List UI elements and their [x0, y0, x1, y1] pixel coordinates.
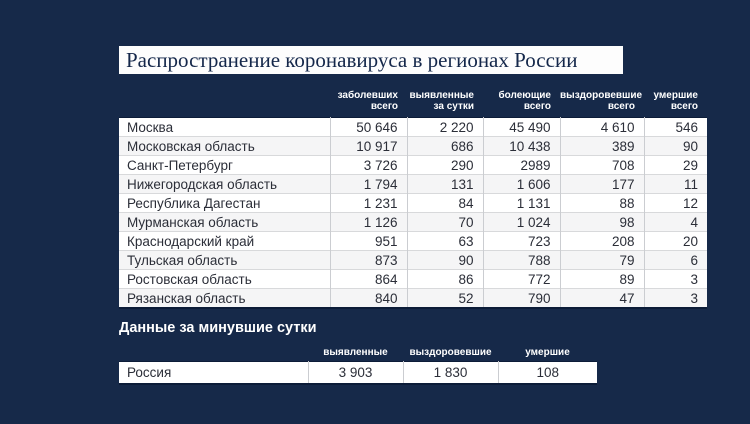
value-cell: 29 — [644, 156, 707, 175]
table-row — [119, 175, 707, 194]
table-row — [119, 213, 707, 232]
region-cell: Санкт-Петербург — [119, 156, 330, 175]
column-header-infected-total: заболевших всего — [337, 90, 398, 112]
table-row — [119, 251, 707, 270]
region-cell: Мурманская область — [119, 213, 330, 232]
column-header-detected: выявленные — [323, 346, 388, 358]
value-cell: 11 — [644, 175, 707, 194]
value-cell: 12 — [644, 194, 707, 213]
value-cell: 63 — [407, 232, 483, 251]
value-cell: 1 794 — [330, 175, 407, 194]
column-header-recovered-total: выздоровевшие всего — [560, 90, 643, 112]
value-cell: 389 — [560, 137, 644, 156]
value-cell: 3 — [644, 270, 707, 289]
value-cell: 873 — [330, 251, 407, 270]
value-cell: 50 646 — [330, 118, 407, 137]
table-row — [119, 289, 707, 309]
region-cell: Москва — [119, 118, 330, 137]
column-header-died-total: умершие всего — [653, 90, 698, 112]
table-row — [119, 362, 597, 385]
column-header-detected-daily: выявленные за сутки — [409, 90, 474, 112]
value-cell: 290 — [407, 156, 483, 175]
value-cell: 864 — [330, 270, 407, 289]
value-cell: 4 610 — [560, 118, 644, 137]
column-header-country — [119, 344, 308, 362]
value-cell: 708 — [560, 156, 644, 175]
region-cell: Ростовская область — [119, 270, 330, 289]
value-cell: 20 — [644, 232, 707, 251]
column-header-died: умершие — [525, 346, 570, 358]
table-row — [119, 194, 707, 213]
regions-table — [119, 86, 707, 309]
region-cell: Тульская область — [119, 251, 330, 270]
value-cell: 1 131 — [483, 194, 560, 213]
value-cell: 79 — [560, 251, 644, 270]
value-cell: 45 490 — [483, 118, 560, 137]
value-cell: 10 438 — [483, 137, 560, 156]
region-cell: Республика Дагестан — [119, 194, 330, 213]
value-cell: 2989 — [483, 156, 560, 175]
daily-section-heading: Данные за минувшие сутки — [119, 320, 317, 336]
table-row — [119, 270, 707, 289]
value-cell: 723 — [483, 232, 560, 251]
value-cell: 84 — [407, 194, 483, 213]
value-cell: 70 — [407, 213, 483, 232]
region-cell: Рязанская область — [119, 289, 330, 309]
value-cell: 10 917 — [330, 137, 407, 156]
value-cell: 772 — [483, 270, 560, 289]
value-cell: 177 — [560, 175, 644, 194]
value-cell: 4 — [644, 213, 707, 232]
value-cell: 47 — [560, 289, 644, 309]
value-cell: 6 — [644, 251, 707, 270]
value-cell: 3 — [644, 289, 707, 309]
value-cell: 1 606 — [483, 175, 560, 194]
value-cell: 90 — [644, 137, 707, 156]
value-cell: 1 231 — [330, 194, 407, 213]
daily-table — [119, 344, 597, 385]
value-cell: 3 903 — [308, 362, 403, 385]
value-cell: 108 — [498, 362, 597, 385]
value-cell: 90 — [407, 251, 483, 270]
region-cell: Россия — [119, 362, 308, 385]
value-cell: 89 — [560, 270, 644, 289]
value-cell: 131 — [407, 175, 483, 194]
value-cell: 686 — [407, 137, 483, 156]
value-cell: 951 — [330, 232, 407, 251]
table-row — [119, 156, 707, 175]
value-cell: 208 — [560, 232, 644, 251]
value-cell: 98 — [560, 213, 644, 232]
value-cell: 788 — [483, 251, 560, 270]
column-header-region — [119, 86, 330, 118]
value-cell: 790 — [483, 289, 560, 309]
regions-table-header-row — [119, 86, 707, 118]
table-row — [119, 232, 707, 251]
page-title: Распространение коронавируса в регионах России — [119, 46, 623, 74]
value-cell: 1 830 — [403, 362, 498, 385]
region-cell: Краснодарский край — [119, 232, 330, 251]
daily-table-header-row — [119, 344, 597, 362]
value-cell: 86 — [407, 270, 483, 289]
table-row — [119, 118, 707, 137]
value-cell: 1 126 — [330, 213, 407, 232]
value-cell: 546 — [644, 118, 707, 137]
value-cell: 1 024 — [483, 213, 560, 232]
column-header-sick-total: болеющие всего — [498, 90, 551, 112]
value-cell: 52 — [407, 289, 483, 309]
column-header-recovered: выздоровевшие — [409, 346, 492, 358]
region-cell: Московская область — [119, 137, 330, 156]
value-cell: 3 726 — [330, 156, 407, 175]
table-row — [119, 137, 707, 156]
value-cell: 88 — [560, 194, 644, 213]
value-cell: 840 — [330, 289, 407, 309]
region-cell: Нижегородская область — [119, 175, 330, 194]
value-cell: 2 220 — [407, 118, 483, 137]
